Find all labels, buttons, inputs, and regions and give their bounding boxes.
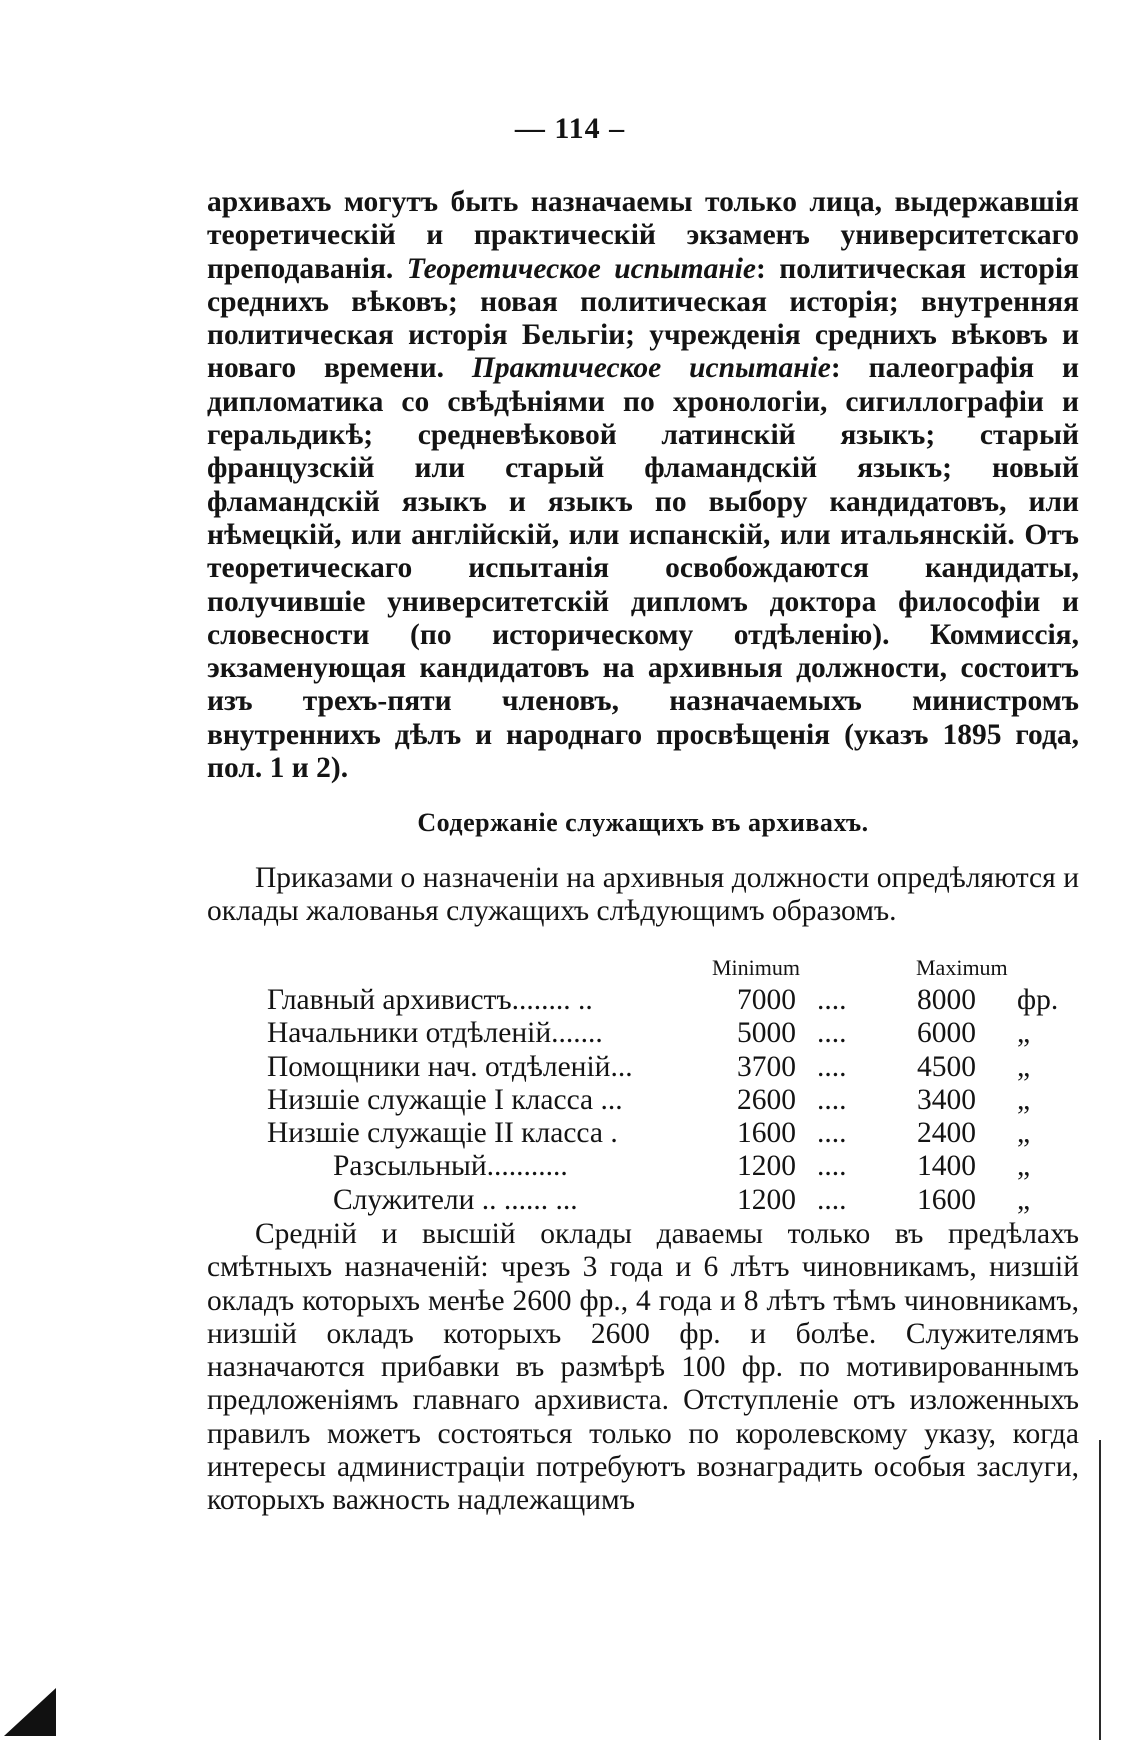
salary-row [207,1150,1079,1183]
paragraph-text: архивахъ могутъ быть назначаемы только лица, выдержавшія теоретическій и практическій экзаменъ университетскаго преподаванія. [207,186,1079,285]
salary-max: 1600 [917,1183,976,1216]
salary-row [207,1117,1079,1150]
column-header-minimum: Minimum [712,955,801,980]
dot-leader: .... [817,1183,847,1216]
column-header-maximum: Maximum [916,955,1008,980]
practical-exam-term: Практическое испытаніе [471,352,831,385]
salary-min: 2600 [737,1083,796,1116]
dot-leader: .... [817,1117,847,1150]
scan-corner-mark [4,1688,56,1736]
position-title: Служители .. ...... ... [333,1183,578,1216]
ditto-mark: „ [1017,1183,1031,1216]
position-title: Главный архивистъ........ .. [267,984,593,1016]
salary-max: 4500 [917,1050,976,1083]
salary-min: 7000 [737,984,796,1016]
salary-table [207,984,1079,1217]
paragraph-text: : палеографія и дипломатика со свѣдѣніями по хронологіи, сигиллографіи и геральдикѣ; средневѣковой латинскій языкъ; старый французскій или старый фламандскій языкъ; новый фламандскій языкъ и языкъ по выбору кандидатовъ, или нѣмецкій, или англійскій, или испанскій, или итальянскій. Отъ теоретическаго испытанія освобождаются кандидаты, получившіе университетскій дипломъ доктора философіи и словесности (по историческому отдѣленію). Коммиссія, экзаменующая кандидатовъ на архивныя должности, состоитъ изъ трехъ-пяти членовъ, назначаемыхъ министромъ внутреннихъ дѣлъ и народнаго просвѣщенія (указъ 1895 года, пол. 1 и 2). [207,352,1080,785]
ditto-mark: „ [1017,1117,1031,1150]
salary-min: 1600 [737,1117,796,1150]
salary-max: 3400 [917,1083,976,1116]
currency-unit: фр. [1017,984,1059,1016]
ditto-mark: „ [1017,1017,1031,1050]
salary-row [207,1051,1079,1084]
salary-row [207,1017,1079,1050]
ditto-mark: „ [1017,1050,1031,1083]
salary-max: 2400 [917,1117,976,1150]
dot-leader: .... [817,1050,847,1083]
position-title: Помощники нач. отдѣленій... [267,1050,633,1083]
position-title: Низшіе служащіе I класса ... [267,1083,623,1116]
position-title: Начальники отдѣленій....... [267,1017,603,1050]
dot-leader: .... [817,1017,847,1050]
salary-min: 1200 [737,1150,796,1183]
position-title: Разсыльный........... [333,1150,568,1183]
salary-row [207,1084,1079,1117]
paragraph-exam-requirements [207,186,1079,785]
dot-leader: .... [817,1083,847,1116]
paragraph-salary-rules: Средній и высшій оклады даваемы только въ предѣлахъ смѣтныхъ назначеній: чрезъ 3 года и 6 лѣтъ чиновникамъ, низшій окладъ которыхъ менѣе 2600 фр., 4 года и 8 лѣтъ тѣмъ чиновникамъ, низшій окладъ которыхъ 2600 фр. и болѣе. Служителямъ назначаются прибавки въ размѣрѣ 100 фр. по мотивированнымъ предложеніямъ главнаго архивиста. Отступленіе отъ изложенныхъ правилъ можетъ состояться только по королевскому указу, когда интересы администраціи потребуютъ вознаградить особыя заслуги, которыхъ важность надлежащимъ [207,1218,1079,1517]
dot-leader: .... [817,1150,847,1183]
salary-min: 5000 [737,1017,796,1050]
ditto-mark: „ [1017,1150,1031,1183]
page-number: — 114 – [514,112,626,145]
dot-leader: .... [817,984,847,1016]
salary-row [207,1184,1079,1217]
salary-row [207,984,1079,1017]
salary-min: 3700 [737,1050,796,1083]
position-title: Низшіе служащіе II класса . [267,1117,618,1150]
salary-max: 8000 [917,984,976,1016]
paragraph-salary-intro: Приказами о назначеніи на архивныя должности опредѣляются и оклады жалованья служащихъ слѣдующимъ образомъ. [207,862,1079,928]
section-heading: Содержаніе служащихъ въ архивахъ. [417,808,869,837]
theoretical-exam-term: Теоретическое испытаніе [406,252,757,285]
ditto-mark: „ [1017,1083,1031,1116]
salary-max: 1400 [917,1150,976,1183]
paragraph-text: : политическая исторія среднихъ вѣковъ; новая политическая исторія; внутренняя политическая исторія Бельгіи; учрежденія среднихъ вѣковъ и новаго времени. [207,252,1079,385]
salary-min: 1200 [737,1183,796,1216]
scan-margin-line [1099,1440,1101,1740]
salary-max: 6000 [917,1017,976,1050]
